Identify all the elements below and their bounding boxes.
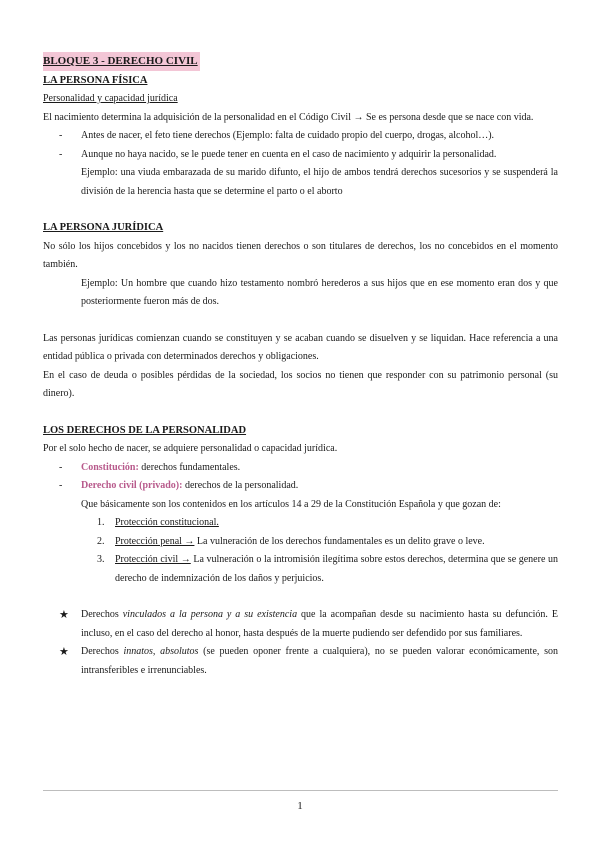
paragraph-no-concebidos: No sólo los hijos concebidos y los no nacidos tienen derechos o son titulares de derechos, los no concebidos en el momento también. (43, 240, 558, 270)
star-icon: ★ (59, 646, 69, 658)
list-item-text: derechos fundamentales. (138, 461, 241, 473)
list-item: - Constitución: derechos fundamentales. (59, 461, 241, 473)
item-text: Derechos (81, 646, 124, 657)
item-text: que la acompañan desde su nacimiento hasta su defunción. E incluso, en el caso del derecho al honor, hasta después de la muerte pudiendo ser defendido por sus familiares. (81, 609, 559, 639)
list-item (43, 643, 558, 680)
paragraph-personas-juridicas: Las personas jurídicas comienzan cuando se constituyen y se acaban cuando se disuelven y se liquidan. Hace referencia a una entidad pública o privada con determinados derechos y obligaciones. (43, 332, 558, 362)
label-constitucion: Constitución: (81, 461, 139, 473)
list-item-text: derechos de la personalidad. (182, 480, 299, 491)
list-item-text: Aunque no haya nacido, se le puede tener en cuenta en el caso de nacimiento y adquirir la personalidad. (81, 148, 497, 160)
list-derechos (43, 459, 558, 496)
item-number: 2. (97, 535, 105, 547)
footer-divider (43, 790, 558, 791)
page-number: 1 (297, 800, 303, 812)
document-title: BLOQUE 3 - DERECHO CIVIL (43, 52, 200, 71)
item-emphasis: innatos, absolutos (123, 646, 199, 657)
list-item (43, 533, 558, 552)
list-item: - Antes de nacer, el feto tiene derechos (Ejemplo: falta de cuidado propio del cuerpo, drogas, alcohol…). (59, 130, 495, 141)
list-item (43, 514, 558, 533)
example-viuda: Ejemplo: una viuda embarazada de su marido difunto, el hijo de ambos tendrá derechos sucesorios y se suspenderá la división de la herencia hasta que se determine el parto o el aborto (81, 167, 558, 197)
example-testamento: Ejemplo: Un hombre que cuando hizo testamento nombró herederos a sus hijos que en ese momento eran dos y que posteriormente fueron más de dos. (81, 277, 558, 307)
heading-persona-fisica: LA PERSONA FÍSICA (43, 74, 148, 86)
document-body (43, 52, 558, 680)
star-icon: ★ (59, 609, 69, 621)
list-item: - Derecho civil (privado): derechos de la personalidad. (59, 480, 299, 491)
item-label: Protección penal → (115, 535, 195, 547)
item-text: (se pueden oponer frente a cualquiera), no se pueden valorar económicamente, son intransferibles e irrenunciables. (81, 646, 558, 676)
list-item-text: Antes de nacer, el feto tiene derechos (Ejemplo: falta de cuidado propio del cuerpo, drogas, alcohol…). (81, 130, 495, 141)
paragraph-deuda: En el caso de deuda o posibles pérdidas de la sociedad, los socios no tienen que responder con su patrimonio personal (su dinero). (43, 369, 558, 399)
list-item: - Aunque no haya nacido, se le puede tener en cuenta en el caso de nacimiento y adquirir la personalidad. (59, 148, 497, 160)
subheading-personalidad: Personalidad y capacidad jurídica (43, 93, 178, 104)
item-label: Protección constitucional. (115, 517, 219, 528)
paragraph-nacimiento: El nacimiento determina la adquisición de la personalidad en el Código Civil → Se es persona desde que se nace con vida. (43, 111, 534, 123)
item-emphasis: vinculados a la persona y a su existencia (122, 609, 298, 620)
item-text: Derechos (81, 609, 123, 620)
list-protecciones (43, 514, 558, 588)
item-text: La vulneración o la intromisión ilegítima sobre estos derechos, determina que se genere un derecho de indemnización de los daños y perjuicios. (115, 554, 559, 584)
item-number: 1. (97, 517, 105, 528)
item-label: Protección civil → (115, 554, 191, 565)
paragraph-articulos: Que básicamente son los contenidos en los artículos 14 a 29 de la Constitución Española y que gozan de: (81, 498, 501, 510)
heading-derechos-personalidad: LOS DERECHOS DE LA PERSONALIDAD (43, 424, 247, 436)
paragraph-solo-hecho: Por el solo hecho de nacer, se adquiere personalidad o capacidad jurídica. (43, 443, 338, 454)
list-item (43, 551, 558, 588)
item-text: La vulneración de los derechos fundamentales es un delito grave o leve. (194, 535, 485, 547)
item-number: 3. (97, 554, 105, 565)
list-persona-fisica (43, 127, 558, 164)
list-caracteristicas (43, 606, 558, 680)
list-item (43, 606, 558, 643)
heading-persona-juridica: LA PERSONA JURÍDICA (43, 222, 164, 233)
label-derecho-civil: Derecho civil (privado): (81, 480, 183, 491)
